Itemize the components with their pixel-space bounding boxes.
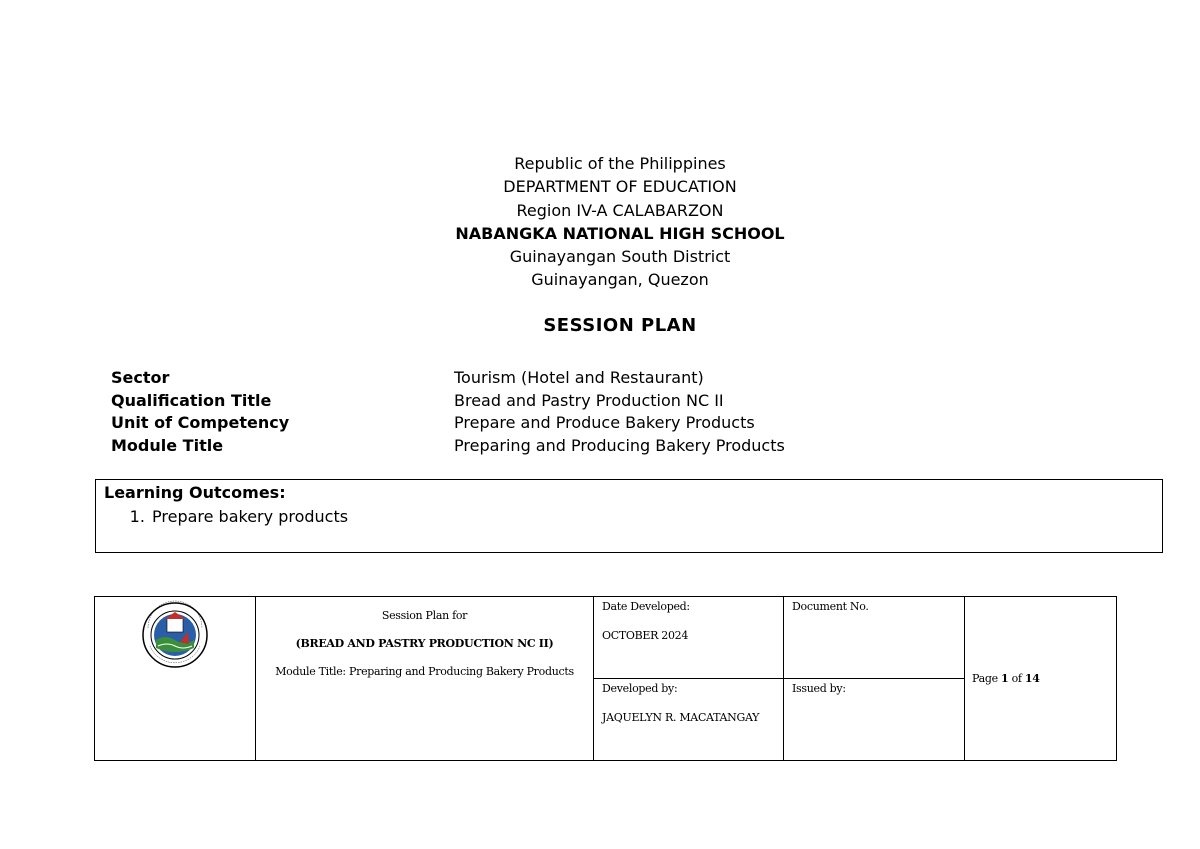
page-of: of: [1011, 672, 1022, 685]
header-department: DEPARTMENT OF EDUCATION: [503, 177, 737, 197]
module-title: Module Title: Preparing and Producing Bakery Products: [275, 665, 574, 678]
page-total: 14: [1024, 672, 1040, 685]
developed-by-label: Developed by:: [602, 682, 678, 695]
meta-value: Bread and Pastry Production NC II: [454, 390, 724, 410]
session-meta: [111, 367, 785, 458]
school-logo-cell: [95, 597, 256, 761]
issued-by-cell: [784, 679, 965, 761]
session-plan-cell: [256, 597, 594, 761]
page-prefix: Page: [972, 672, 998, 685]
learning-outcomes-box: [95, 479, 1163, 553]
meta-value: Tourism (Hotel and Restaurant): [454, 368, 704, 387]
qualification-name: (BREAD AND PASTRY PRODUCTION NC II): [295, 637, 554, 650]
header-school: NABANGKA NATIONAL HIGH SCHOOL: [455, 223, 785, 243]
learning-outcomes-list: [96, 507, 348, 526]
developed-by-value: JAQUELYN R. MACATANGAY: [602, 711, 760, 724]
document-no-label: Document No.: [792, 600, 869, 613]
page-title: SESSION PLAN: [543, 315, 697, 336]
meta-row-competency: [111, 412, 785, 435]
header-republic: Republic of the Philippines: [514, 154, 726, 173]
meta-row-qualification: [111, 390, 785, 413]
meta-label: Qualification Title: [111, 390, 272, 410]
page-current: 1: [1001, 672, 1009, 685]
meta-value: Preparing and Producing Bakery Products: [454, 436, 785, 456]
meta-row-module: [111, 435, 785, 458]
session-plan-for: Session Plan for: [381, 609, 468, 622]
footer-table: [94, 596, 1117, 761]
school-seal-icon: [140, 600, 210, 670]
header-location: Guinayangan, Quezon: [531, 270, 709, 290]
header-district: Guinayangan South District: [509, 247, 731, 267]
meta-row-sector: [111, 367, 785, 390]
meta-value: Prepare and Produce Bakery Products: [454, 413, 755, 433]
date-developed-cell: [594, 597, 784, 679]
document-header: [0, 152, 1200, 292]
page-number-cell: [965, 597, 1117, 761]
meta-label: Unit of Competency: [111, 413, 290, 433]
meta-label: Module Title: [111, 436, 224, 456]
date-developed-label: Date Developed:: [602, 600, 690, 613]
developed-by-cell: [594, 679, 784, 761]
meta-label: Sector: [111, 368, 170, 387]
learning-outcomes-heading: Learning Outcomes:: [104, 483, 286, 502]
list-item: 1. Prepare bakery products: [150, 507, 348, 526]
document-no-cell: [784, 597, 965, 679]
date-developed-value: OCTOBER 2024: [602, 629, 689, 642]
header-region: Region IV-A CALABARZON: [516, 200, 724, 220]
issued-by-label: Issued by:: [792, 682, 846, 695]
